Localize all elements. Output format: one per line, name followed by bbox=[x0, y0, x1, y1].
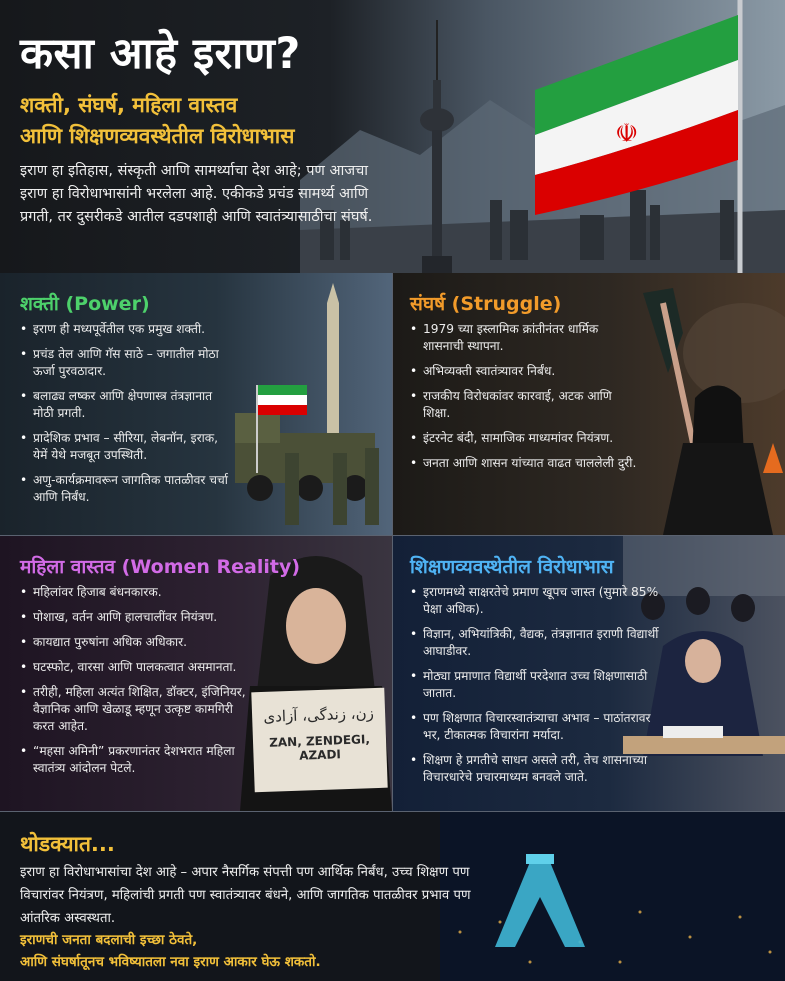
intro-text: इराण हा इतिहास, संस्कृती आणि सामर्थ्याचा देश आहे; पण आजचा इराण हा विरोधाभासांनी भरलेला आहे. एकीकडे प्रचंड सामर्थ्य आणि प्रगती, तर दुसरीकडे आतील दडपशाही आणि स्वातंत्र्यासाठीचा संघर्ष. bbox=[20, 163, 373, 225]
struggle-item: • अभिव्यक्ती स्वातंत्र्यावर निर्बंध. bbox=[410, 363, 638, 380]
page-subtitle bbox=[20, 90, 410, 152]
education-item: • पण शिक्षणात विचारस्वातंत्र्याचा अभाव – पाठांतरावर भर, टीकात्मक विचारांना मर्यादा. bbox=[410, 710, 665, 744]
education-item: • विज्ञान, अभियांत्रिकी, वैद्यक, तंत्रज्ञानात इराणी विद्यार्थी आघाडीवर. bbox=[410, 626, 665, 660]
education-panel bbox=[393, 536, 785, 811]
summary-highlight-line-1: इराणची जनता बदलाची इच्छा ठेवते, bbox=[20, 932, 198, 948]
women-item: • तरीही, महिला अत्यंत शिक्षित, डॉक्टर, इंजिनियर, वैज्ञानिक आणि खेळाडू म्हणून उत्कृष्ट कामगिरी करत आहेत. bbox=[20, 684, 255, 735]
summary-highlight bbox=[20, 929, 490, 973]
education-item: • मोठ्या प्रमाणात विद्यार्थी परदेशात उच्च शिक्षणासाठी जातात. bbox=[410, 668, 665, 702]
subtitle-line-1: शक्ती, संघर्ष, महिला वास्तव bbox=[20, 93, 238, 117]
power-list bbox=[20, 321, 235, 514]
protest-sign bbox=[251, 688, 387, 793]
struggle-item: • 1979 च्या इस्लामिक क्रांतीनंतर धार्मिक शासनाची स्थापना. bbox=[410, 321, 638, 355]
women-item: • महिलांवर हिजाब बंधनकारक. bbox=[20, 584, 255, 601]
subtitle-line-2: आणि शिक्षणव्यवस्थेतील विरोधाभास bbox=[20, 124, 295, 148]
women-item: • “महसा अमिनी” प्रकरणानंतर देशभरात महिला स्वातंत्र्य आंदोलन पेटले. bbox=[20, 743, 255, 777]
power-item: • अणु-कार्यक्रमावरून जागतिक पातळीवर चर्चा आणि निर्बंध. bbox=[20, 472, 235, 506]
power-item: • इराण ही मध्यपूर्वेतील एक प्रमुख शक्ती. bbox=[20, 321, 235, 338]
struggle-list bbox=[410, 321, 638, 480]
power-title: शक्ती (Power) bbox=[20, 293, 150, 315]
education-item: • शिक्षण हे प्रगतीचे साधन असले तरी, तेच शासनाच्या विचारधारेचे प्रचारमाध्यम बनवले जाते. bbox=[410, 752, 665, 786]
women-title: महिला वास्तव (Women Reality) bbox=[20, 556, 301, 578]
education-item: • इराणमध्ये साक्षरतेचे प्रमाण खूपच जास्त (सुमारे 85% पेक्षा अधिक). bbox=[410, 584, 665, 618]
iran-flag-illustration bbox=[520, 0, 785, 273]
struggle-item: • इंटरनेट बंदी, सामाजिक माध्यमांवर नियंत्रण. bbox=[410, 430, 638, 447]
women-list bbox=[20, 584, 255, 785]
power-item: • बलाढ्य लष्कर आणि क्षेपणास्त्र तंत्रज्ञानात मोठी प्रगती. bbox=[20, 388, 235, 422]
struggle-title: संघर्ष (Struggle) bbox=[410, 293, 562, 315]
milad-tower-illustration bbox=[402, 20, 472, 273]
svg-text:☫: ☫ bbox=[615, 119, 639, 149]
women-item: • घटस्फोट, वारसा आणि पालकत्वात असमानता. bbox=[20, 659, 255, 676]
power-item: • प्रचंड तेल आणि गॅस साठे – जगातील मोठा ऊर्जा पुरवठादार. bbox=[20, 346, 235, 380]
women-item: • कायद्यात पुरुषांना अधिक अधिकार. bbox=[20, 634, 255, 651]
struggle-item: • जनता आणि शासन यांच्यात वाढत चाललेली दुरी. bbox=[410, 455, 638, 472]
struggle-item: • राजकीय विरोधकांवर कारवाई, अटक आणि शिक्षा. bbox=[410, 388, 638, 422]
education-title: शिक्षणव्यवस्थेतील विरोधाभास bbox=[410, 556, 614, 578]
sign-english-text: ZAN, ZENDEGI, AZADI bbox=[268, 732, 371, 763]
power-item: • प्रादेशिक प्रभाव – सीरिया, लेबनॉन, इराक, येमें येथे मजबूत उपस्थिती. bbox=[20, 430, 235, 464]
summary-highlight-line-2: आणि संघर्षातूनच भविष्यातला नवा इराण आकार घेऊ शकतो. bbox=[20, 954, 321, 970]
missile-truck-illustration bbox=[215, 273, 392, 535]
azadi-tower-illustration bbox=[440, 812, 785, 981]
education-list bbox=[410, 584, 665, 794]
page-title: कसा आहे इराण? bbox=[20, 29, 301, 79]
power-panel bbox=[0, 273, 392, 535]
sign-persian-text: زن، زندگی، آزادی bbox=[263, 704, 375, 726]
vertical-divider bbox=[392, 273, 393, 811]
summary-title: थोडक्यात... bbox=[20, 832, 115, 856]
summary-text: इराण हा विरोधाभासांचा देश आहे – अपार नैसर्गिक संपत्ती पण आर्थिक निर्बंध, उच्च शिक्षण पण विचारांवर नियंत्रण, महिलांची प्रगती पण स्वातंत्र्यावर बंधने, आणि जागतिक पातळीवर प्रभाव पण आंतरिक अस्वस्थता. bbox=[20, 865, 471, 926]
women-item: • पोशाख, वर्तन आणि हालचालींवर नियंत्रण. bbox=[20, 609, 255, 626]
protester-illustration bbox=[623, 273, 785, 535]
hero-banner bbox=[0, 0, 785, 273]
struggle-panel bbox=[393, 273, 785, 535]
